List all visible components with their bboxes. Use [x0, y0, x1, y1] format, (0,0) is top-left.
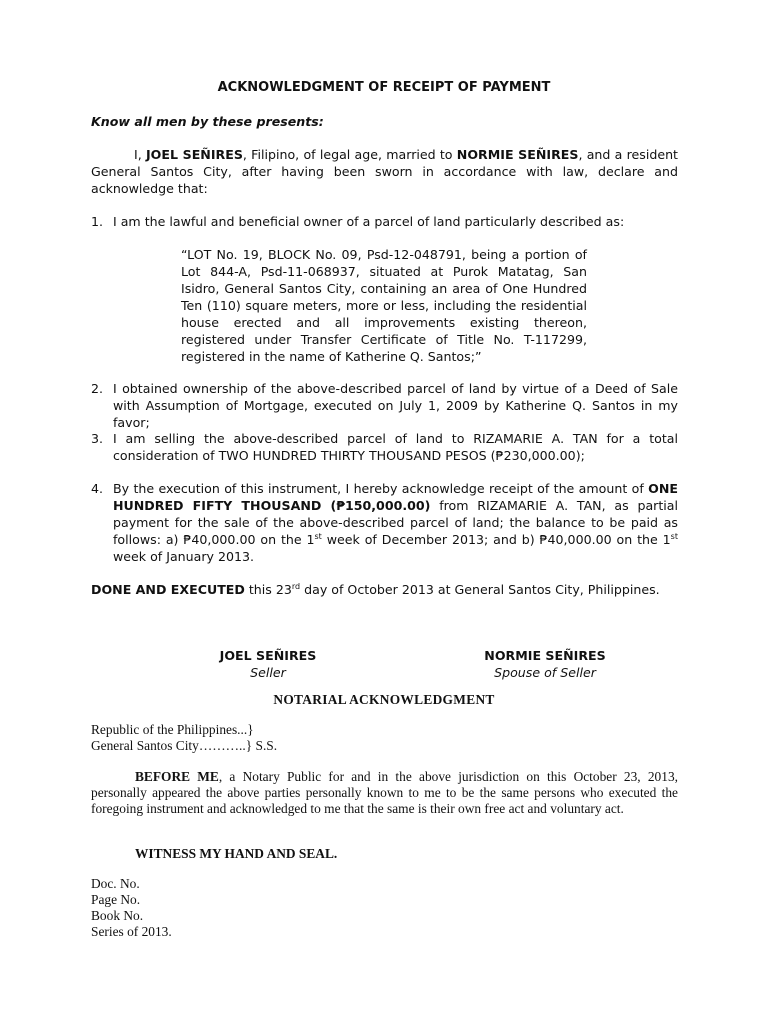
witness-line: WITNESS MY HAND AND SEAL.	[135, 846, 338, 861]
list-item-3	[91, 430, 678, 464]
item-text: I am selling the above-described parcel of land to RIZAMARIE A. TAN for a total consideration of TWO HUNDRED THIRTY THOUSAND PESOS (₱230,000.00);	[113, 431, 678, 463]
item-text: By the execution of this instrument, I hereby acknowledge receipt of the amount of ONE HUNDRED FIFTY THOUSAND (₱150,000.00) from RIZAMARIE A. TAN, as partial payment for the sale of the above-described parcel of land; the balance to be paid as follows: a) ₱40,000.00 on the 1st week of December 2013; and b) ₱40,000.00 on the 1st week of January 2013.	[113, 481, 678, 564]
document-title: ACKNOWLEDGMENT OF RECEIPT OF PAYMENT	[217, 80, 551, 95]
list-item-1	[91, 213, 678, 230]
spouse-name: NORMIE SEÑIRES	[456, 147, 579, 162]
signatory-role: Seller	[250, 665, 286, 680]
intro-paragraph: I, JOEL SEÑIRES, Filipino, of legal age, married to NORMIE SEÑIRES, and a resident General Santos City, after having been sworn in accordance with law, declare and acknowledge that:	[91, 147, 678, 196]
doc-no: Doc. No.	[91, 876, 140, 891]
property-description: “LOT No. 19, BLOCK No. 09, Psd-12-048791, being a portion of Lot 844-A, Psd-11-068937, situated at Purok Matatag, San Isidro, General Santos City, containing an area of One Hundred Ten (110) square meters, more or less, including the residential house erected and all improvements existing thereon, registered under Transfer Certificate of Title No. T-117299, registered in the name of Katherine Q. Santos;”	[181, 247, 587, 364]
venue-line: General Santos City………..} S.S.	[91, 738, 278, 753]
payment-amount: ONE HUNDRED FIFTY THOUSAND (₱150,000.00)	[113, 481, 678, 513]
signature-block-seller	[168, 647, 368, 681]
item-number: 4.	[91, 481, 104, 496]
venue-block	[91, 722, 277, 754]
seller-name: JOEL SEÑIRES	[145, 147, 243, 162]
item-number: 3.	[91, 431, 104, 446]
item-text: I am the lawful and beneficial owner of a parcel of land particularly described as:	[113, 214, 625, 229]
list-item-2	[91, 380, 678, 431]
know-all-men-line: Know all men by these presents:	[91, 114, 324, 129]
item-number: 1.	[91, 214, 104, 229]
done-and-executed-line: DONE AND EXECUTED this 23rd day of October 2013 at General Santos City, Philippines.	[91, 582, 660, 597]
series: Series of 2013.	[91, 924, 172, 939]
document-numbers	[91, 876, 172, 940]
book-no: Book No.	[91, 908, 144, 923]
signature-block-spouse	[445, 647, 645, 681]
signatory-role: Spouse of Seller	[494, 665, 596, 680]
item-text: I obtained ownership of the above-described parcel of land by virtue of a Deed of Sale with Assumption of Mortgage, executed on July 1, 2009 by Katherine Q. Santos in my favor;	[113, 381, 678, 430]
venue-line: Republic of the Philippines...}	[91, 722, 254, 737]
signatory-name: JOEL SEÑIRES	[219, 648, 317, 663]
item-number: 2.	[91, 381, 104, 396]
list-item-4	[91, 480, 678, 565]
page-no: Page No.	[91, 892, 141, 907]
notarial-title: NOTARIAL ACKNOWLEDGMENT	[273, 692, 495, 707]
before-me-paragraph: BEFORE ME, a Notary Public for and in the above jurisdiction on this October 23, 2013, personally appeared the above parties personally known to me to be the same persons who executed the foregoing instrument and acknowledged to me that the same is their own free act and voluntary act.	[91, 769, 678, 816]
signatory-name: NORMIE SEÑIRES	[484, 648, 606, 663]
